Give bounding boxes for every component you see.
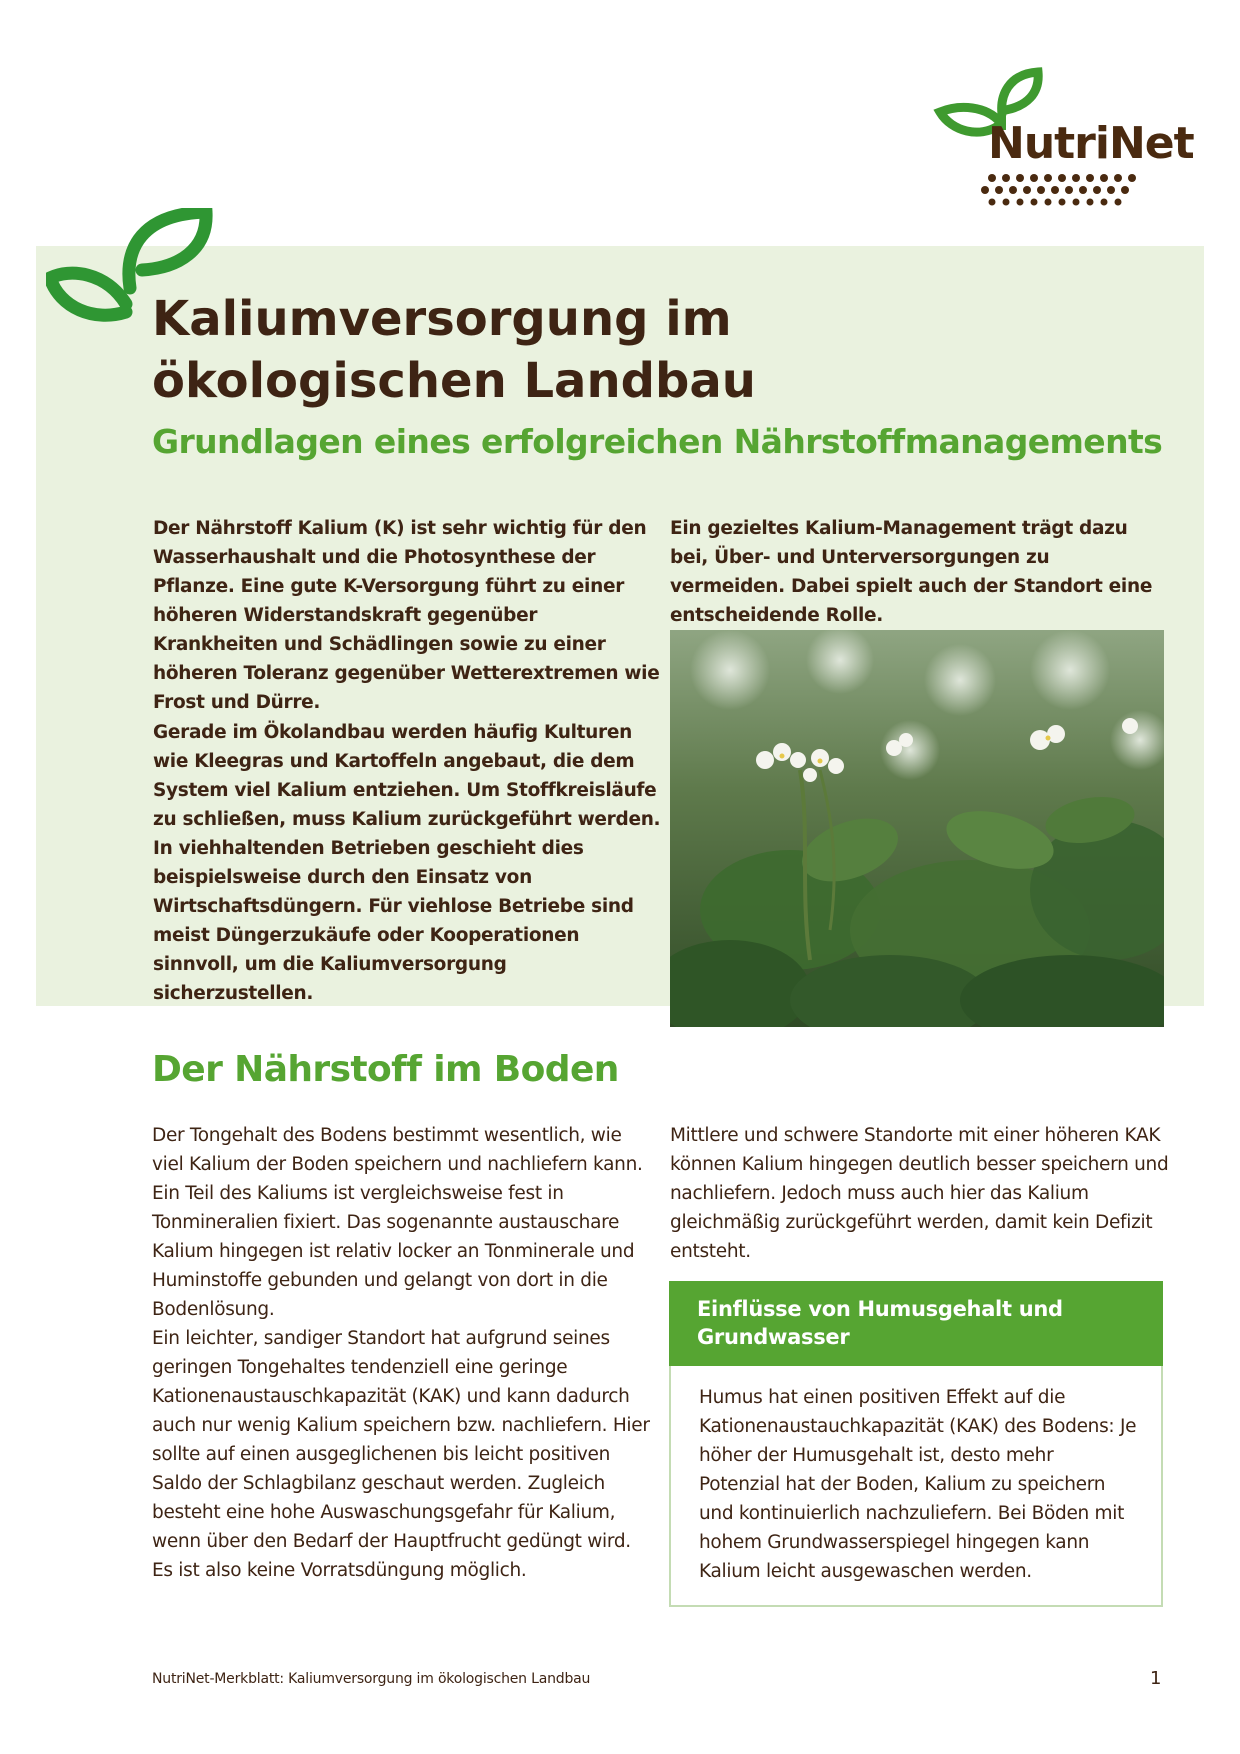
intro-paragraph-3: Ein gezieltes Kalium-Management trägt dazu bei, Über- und Unterversorgungen zu vermeiden. Dabei spielt auch der Standort eine entscheidende Rolle.	[670, 518, 1153, 626]
body-paragraph-2: Ein leichter, sandiger Standort hat aufgrund seines geringen Tongehaltes tendenziell eine geringe Kationenaustauschkapazität (KAK) und kann dadurch auch nur wenig Kalium speichern bzw. nachliefern. Hier sollte auf einen ausgeglichenen bis leicht positiven Saldo der Schlagbilanz geschaut werden. Zugleich besteht eine hohe Auswaschungsgefahr für Kalium, wenn über den Bedarf der Hauptfrucht gedüngt wird. Es ist also keine Vorratsdüngung möglich.	[152, 1328, 650, 1581]
intro-paragraph-1: Der Nährstoff Kalium (K) ist sehr wichtig für den Wasserhaushalt und die Photosynthese der Pflanze. Eine gute K-Versorgung führt zu einer höheren Widerstandskraft gegenüber Krankheiten und Schädlingen sowie zu einer höheren Toleranz gegenüber Wetterextremen wie Frost und Dürre.	[153, 518, 660, 713]
info-box-text: Humus hat einen positiven Effekt auf die Kationenaustauchkapazität (KAK) des Bodens: Je höher der Humusgehalt ist, desto mehr Potenzial hat der Boden, Kalium zu speichern und kontinuierlich nachzuliefern. Bei Böden mit hohem Grundwasserspiegel hingegen kann Kalium leicht ausgewaschen werden.	[699, 1387, 1137, 1582]
info-box	[669, 1281, 1163, 1607]
nutrinet-logo	[930, 66, 1194, 206]
intro-paragraph-2: Gerade im Ökolandbau werden häufig Kulturen wie Kleegras und Kartoffeln angebaut, die dem System viel Kalium entziehen. Um Stoffkreisläufe zu schließen, muss Kalium zurückgeführt werden. In viehhaltenden Betrieben geschieht dies beispielsweise durch den Einsatz von Wirtschaftsdüngern. Für viehlose Betriebe sind meist Düngerzukäufe oder Kooperationen sinnvoll, um die Kaliumversorgung sicherzustellen.	[153, 722, 661, 1004]
potato-plant-photo	[670, 630, 1164, 1027]
body-paragraph-1: Der Tongehalt des Bodens bestimmt wesentlich, wie viel Kalium der Boden speichern und nachliefern kann. Ein Teil des Kaliums ist vergleichsweise fest in Tonmineralien fixiert. Das sogenannte austauschare Kalium hingegen ist relativ locker an Tonminerale und Huminstoffe gebunden und gelangt von dort in die Bodenlösung.	[152, 1125, 643, 1320]
info-box-title: Einflüsse von Humusgehalt und Grundwasser	[697, 1297, 1063, 1349]
logo-text: NutriNet	[988, 118, 1194, 169]
info-box-header	[669, 1281, 1163, 1366]
title-line-2: ökologischen Landbau	[152, 353, 756, 409]
footer-text: NutriNet-Merkblatt: Kaliumversorgung im ökologischen Landbau	[152, 1671, 591, 1687]
page-number: 1	[1150, 1668, 1162, 1689]
title-line-1: Kaliumversorgung im	[152, 291, 732, 347]
section-heading: Der Nährstoff im Boden	[152, 1049, 619, 1090]
body-paragraph-3: Mittlere und schwere Standorte mit einer höheren KAK können Kalium hingegen deutlich besser speichern und nachliefern. Jedoch muss auch hier das Kalium gleichmäßig zurückgeführt werden, damit kein Defizit entsteht.	[670, 1125, 1169, 1262]
page-subtitle: Grundlagen eines erfolgreichen Nährstoffmanagements	[152, 422, 1163, 461]
page-title	[152, 288, 1152, 412]
